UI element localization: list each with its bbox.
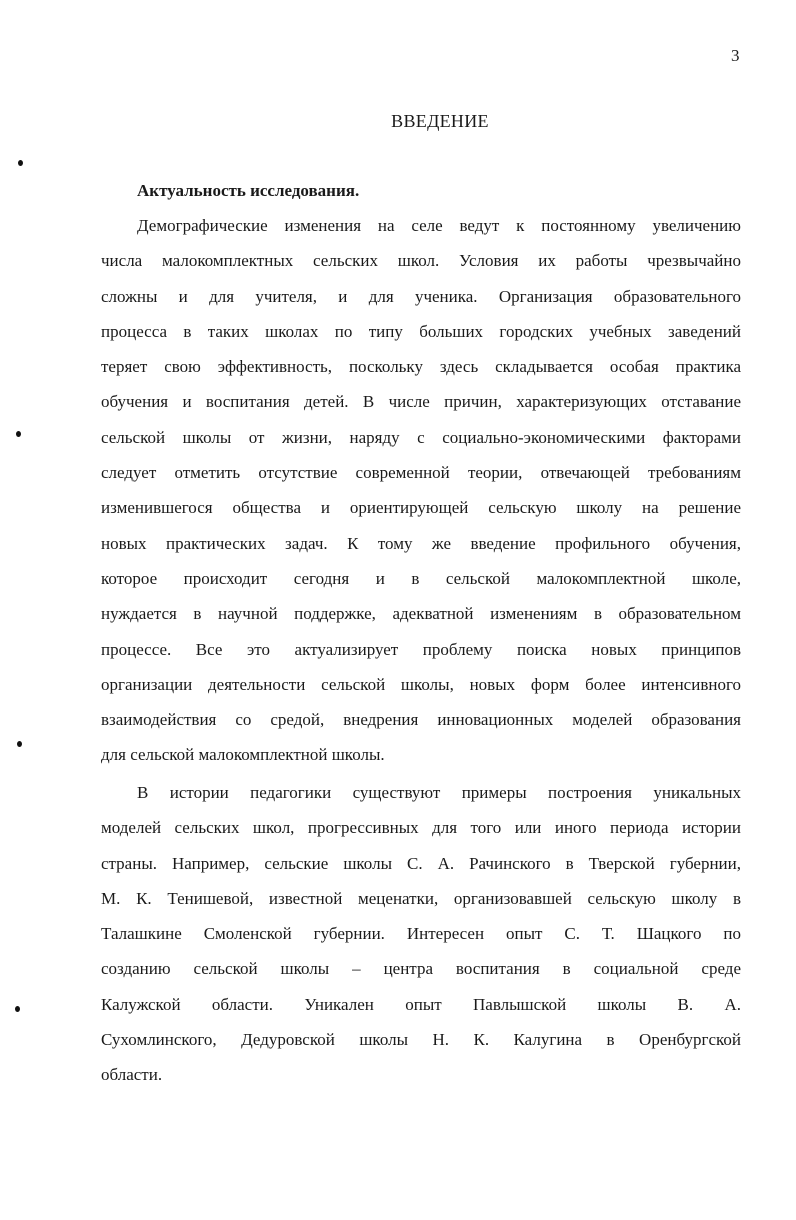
text-line: моделей сельских школ, прогрессивных для того или иного периода истории	[101, 818, 741, 838]
text-line: процесса в таких школах по типу больших городских учебных заведений	[101, 321, 741, 341]
text-line: Калужской области. Уникален опыт Павлышской школы В. А.	[101, 994, 741, 1014]
scan-margin-dot	[17, 741, 22, 747]
text-line: нуждается в научной поддержке, адекватной изменениям в образовательном	[101, 604, 741, 624]
text-line: изменившегося общества и ориентирующей сельскую школу на решение	[101, 498, 741, 518]
text-line: Демографические изменения на селе ведут к постоянному увеличению	[137, 216, 741, 235]
text-line: страны. Например, сельские школы С. А. Рачинского в Тверской губернии,	[101, 853, 741, 873]
text-line: которое происходит сегодня и в сельской малокомплектной школе,	[101, 568, 741, 588]
page-number: 3	[731, 46, 740, 65]
text-line: числа малокомплектных сельских школ. Условия их работы чрезвычайно	[101, 251, 741, 271]
text-line: М. К. Тенишевой, известной меценатки, организовавшей сельскую школу в	[101, 888, 741, 908]
page-title: ВВЕДЕНИЕ	[391, 111, 489, 131]
text-line: созданию сельской школы – центра воспитания в социальной среде	[101, 959, 741, 979]
text-line: сельской школы от жизни, наряду с социально-экономическими факторами	[101, 427, 741, 447]
scan-margin-dot	[15, 1006, 20, 1012]
text-line: следует отметить отсутствие современной теории, отвечающей требованиям	[101, 463, 741, 483]
text-line: взаимодействия со средой, внедрения инновационных моделей образования	[101, 710, 741, 730]
paragraph-relevance	[101, 208, 741, 773]
text-line: теряет свою эффективность, поскольку здесь складывается особая практика	[101, 357, 741, 377]
section-heading: Актуальность исследования.	[137, 181, 360, 200]
text-line: обучения и воспитания детей. В числе причин, характеризующих отставание	[101, 392, 741, 412]
text-line: области.	[101, 1065, 163, 1085]
text-line: Талашкине Смоленской губернии. Интересен опыт С. Т. Шацкого по	[101, 924, 741, 944]
scan-margin-dot	[16, 431, 21, 437]
paragraph-history	[101, 775, 741, 1093]
text-line: для сельской малокомплектной школы.	[101, 745, 385, 765]
scan-margin-dot	[18, 160, 23, 166]
text-line: В истории педагогики существуют примеры построения уникальных	[137, 783, 741, 802]
text-line: новых практических задач. К тому же введение профильного обучения,	[101, 533, 741, 553]
text-line: процессе. Все это актуализирует проблему поиска новых принципов	[101, 639, 741, 659]
text-line: организации деятельности сельской школы, новых форм более интенсивного	[101, 674, 741, 694]
text-line: Сухомлинского, Дедуровской школы Н. К. Калугина в Оренбургской	[101, 1030, 741, 1050]
text-line: сложны и для учителя, и для ученика. Организация образовательного	[101, 286, 741, 306]
